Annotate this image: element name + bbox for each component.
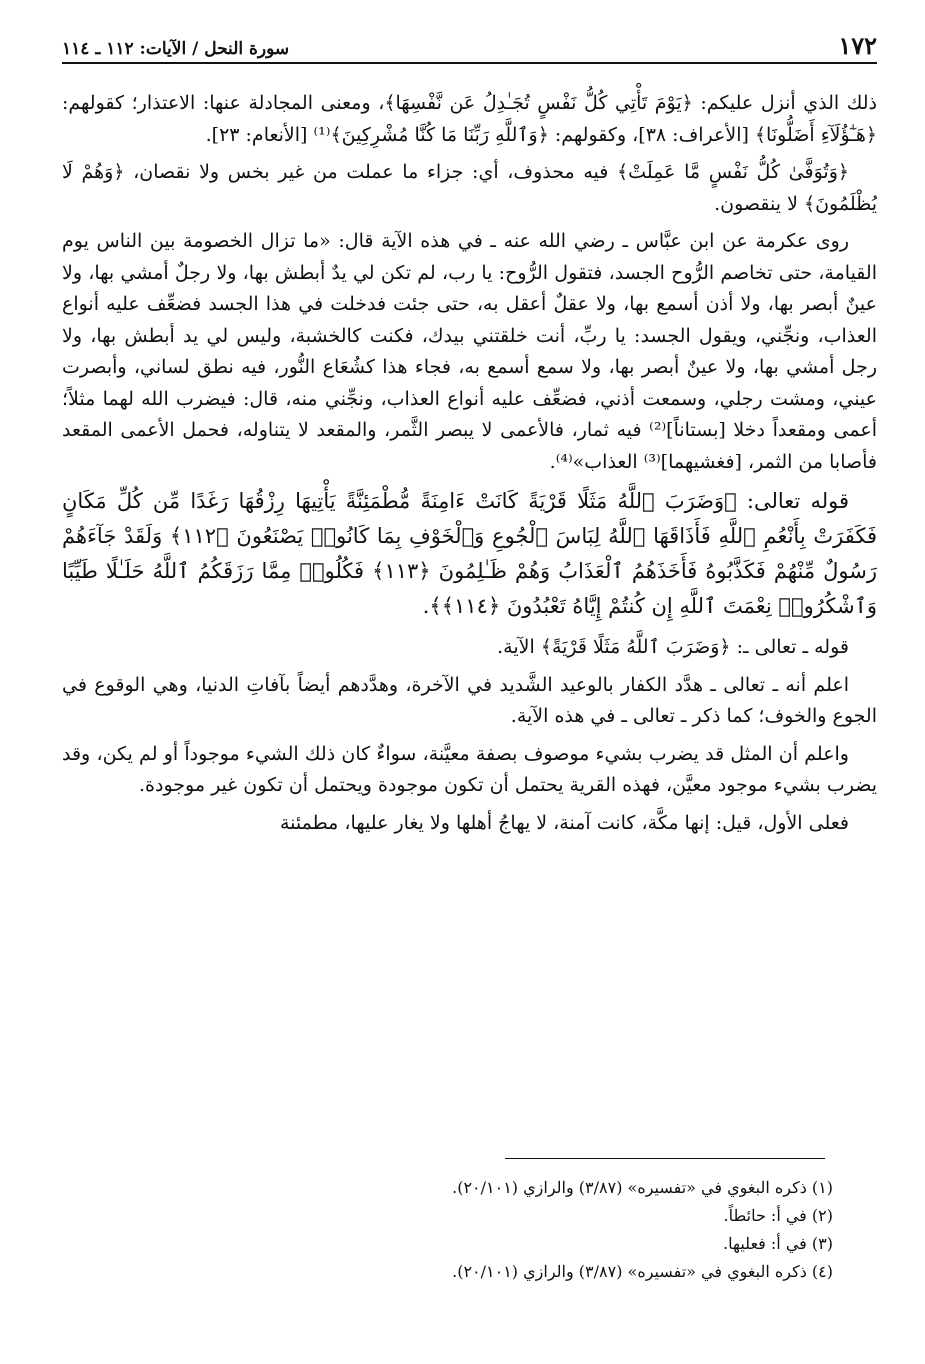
footnote: (٤) ذكره البغوي في «تفسيره» (٣/٨٧) والرازي (٢٠/١٠١). <box>452 1262 833 1281</box>
paragraph: ذلك الذي أنزل عليكم: ﴿يَوْمَ تَأْتِي كُلُّ نَفْسٍ تُجَـٰدِلُ عَن نَّفْسِهَا﴾، ومعنى المجادلة عنها: الاعتذار؛ كقولهم: ﴿هَـٰٓؤُلَآءِ أَضَلُّونَا﴾ [الأعراف: ٣٨]، وكقولهم: ﴿وَٱللَّهِ رَبِّنَا مَا كُنَّا مُشْرِكِينَ﴾⁽¹⁾ [الأنعام: ٢٣]. <box>62 92 877 146</box>
paragraph: فعلى الأول، قيل: إنها مكَّة، كانت آمنة، لا يهاجُ أهلها ولا يغار عليها، مطمئنة <box>279 811 849 834</box>
paragraph: ﴿وَتُوَفَّىٰ كُلُّ نَفْسٍ مَّا عَمِلَتْ﴾ فيه محذوف، أي: جزاء ما عملت من غير بخس ولا نقصان، ﴿وَهُمْ لَا يُظْلَمُونَ﴾ لا ينقصون. <box>62 161 877 215</box>
footnote-divider <box>505 1158 825 1159</box>
quran-verses: قوله تعالى: ﴿وَضَرَبَ ٱللَّهُ مَثَلًا قَرْيَةً كَانَتْ ءَامِنَةً مُّطْمَئِنَّةً يَأْتِيهَا رِزْقُهَا رَغَدًا مِّن كُلِّ مَكَانٍ فَكَفَرَتْ بِأَنْعُمِ ٱللَّهِ فَأَذَاقَهَا ٱللَّهُ لِبَاسَ ٱلْجُوعِ وَٱلْخَوْفِ بِمَا كَانُوا۟ يَصْنَعُونَ ﴿١١٢﴾ وَلَقَدْ جَآءَهُمْ رَسُولٌ مِّنْهُمْ فَكَذَّبُوهُ فَأَخَذَهُمُ ٱلْعَذَابُ وَهُمْ ظَـٰلِمُونَ ﴿١١٣﴾ فَكُلُوا۟ مِمَّا رَزَقَكُمُ ٱللَّهُ حَلَـٰلًا طَيِّبًا وَٱشْكُرُوا۟ نِعْمَتَ ٱللَّهِ إِن كُنتُمْ إِيَّاهُ تَعْبُدُونَ ﴿١١٤﴾﴾. <box>62 489 877 618</box>
page-header <box>62 30 877 64</box>
paragraph: واعلم أن المثل قد يضرب بشيء موصوف بصفة معيَّنة، سواءٌ كان ذلك الشيء موجوداً أو لم يكن، وقد يضرب بشيء موجود معيَّن، فهذه القرية يحتمل أن تكون موجودة ويحتمل أن تكون غير موجودة. <box>62 742 877 796</box>
footnotes <box>73 1174 833 1286</box>
footnote: (١) ذكره البغوي في «تفسيره» (٣/٨٧) والرازي (٢٠/١٠١). <box>452 1178 833 1197</box>
footnote: (٢) في أ: حائطاً. <box>723 1206 833 1225</box>
running-head: سورة النحل / الآيات: ١١٢ ـ ١١٤ <box>62 39 290 59</box>
footnote: (٣) في أ: فعليها. <box>723 1234 833 1253</box>
paragraph: قوله ـ تعالى ـ: ﴿وَضَرَبَ ٱللَّهُ مَثَلًا قَرْيَةً﴾ الآية. <box>497 636 849 658</box>
main-text <box>62 88 877 839</box>
page-number: ١٧٢ <box>838 31 877 60</box>
paragraph: روى عكرمة عن ابن عبَّاس ـ رضي الله عنه ـ في هذه الآية قال: «ما تزال الخصومة بين الناس يوم القيامة، حتى تخاصم الرُّوح الجسد، فتقول الرُّوح: يا رب، لم تكن لي يدٌ أبطش بها، ولا رجلٌ أمشي بها، ولا عينٌ أبصر بها، ولا أذن أسمع بها، ولا عقلٌ أعقل به، حتى جئت فدخلت في هذا الجسد فضعِّف عليه أنواع العذاب، ونجِّني، ويقول الجسد: يا ربِّ، أنت خلقتني بيدك، فكنت كالخشبة، وليس لي يد أبطش بها، ولا رجل أمشي بها، ولا عينٌ أبصر بها، ولا سمع أسمع به، فجاء هذا كشُعَاع النُّور، فيه نطق لساني، وأبصرت عيني، ومشت رجلي، وسمعت أذني، فضعِّف عليه أنواع العذاب، ونجِّني منه، قال: فيضرب الله لهما مثلاً؛ أعمى ومقعداً دخلا [بستاناً]⁽²⁾ فيه ثمار، فالأعمى لا يبصر الثَّمر، والمقعد لا يتناوله، فحمل الأعمى المقعد فأصابا من الثمر، [فغشيهما]⁽³⁾ العذاب»⁽⁴⁾. <box>62 230 877 473</box>
paragraph: اعلم أنه ـ تعالى ـ هدَّد الكفار بالوعيد الشَّديد في الآخرة، وهدَّدهم أيضاً بآفاتِ الدنيا، وهي الوقوع في الجوع والخوف؛ كما ذكر ـ تعالى ـ في هذه الآية. <box>62 673 877 727</box>
